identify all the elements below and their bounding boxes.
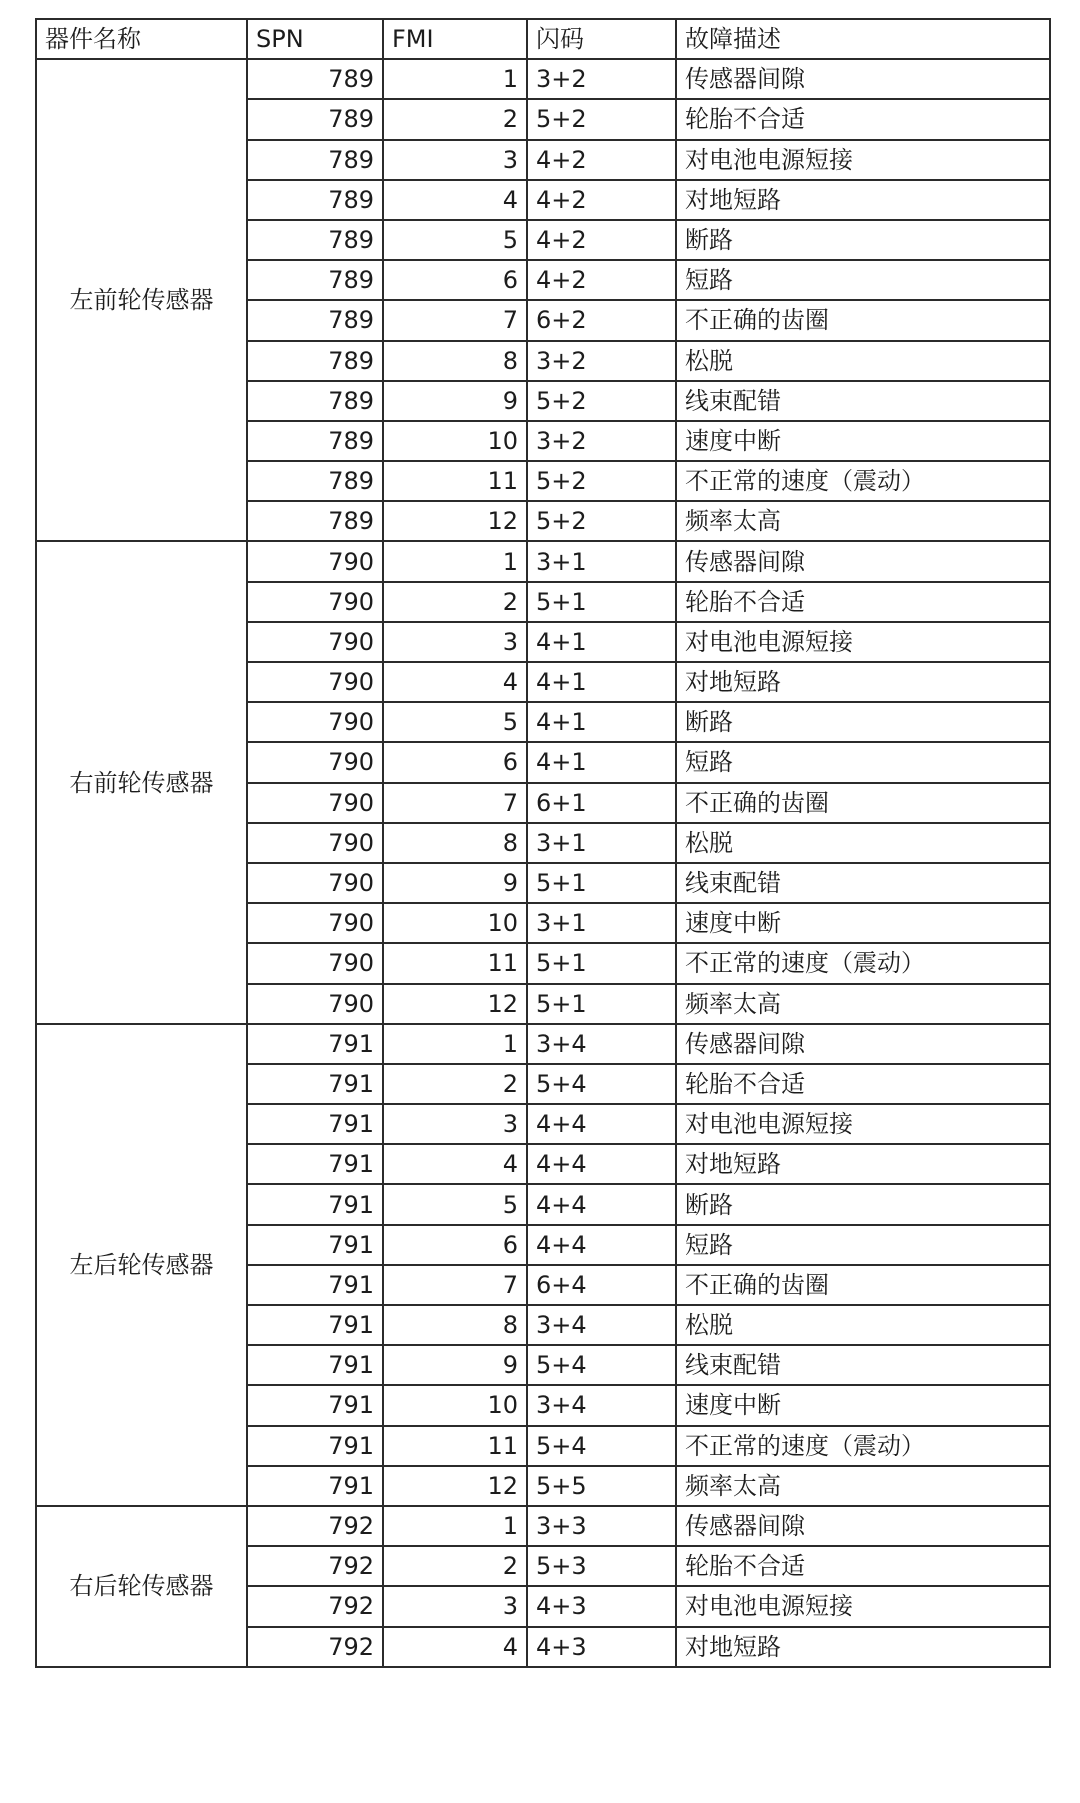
fault-description-cell: 不正常的速度（震动） — [676, 461, 1050, 501]
flash-code-cell: 4+4 — [527, 1184, 676, 1224]
flash-code-cell: 4+1 — [527, 742, 676, 782]
spn-cell: 792 — [247, 1546, 383, 1586]
fmi-cell: 6 — [383, 1225, 527, 1265]
fault-description-cell: 不正确的齿圈 — [676, 783, 1050, 823]
fault-description-cell: 轮胎不合适 — [676, 99, 1050, 139]
fault-description-cell: 对电池电源短接 — [676, 1104, 1050, 1144]
spn-cell: 789 — [247, 461, 383, 501]
fault-description-cell: 传感器间隙 — [676, 541, 1050, 581]
fmi-cell: 1 — [383, 1506, 527, 1546]
spn-cell: 791 — [247, 1024, 383, 1064]
fmi-cell: 2 — [383, 1064, 527, 1104]
fmi-cell: 8 — [383, 341, 527, 381]
flash-code-cell: 5+4 — [527, 1064, 676, 1104]
header-row — [36, 19, 1050, 59]
fault-description-cell: 频率太高 — [676, 984, 1050, 1024]
spn-cell: 789 — [247, 300, 383, 340]
spn-cell: 791 — [247, 1104, 383, 1144]
flash-code-cell: 3+3 — [527, 1506, 676, 1546]
flash-code-cell: 4+2 — [527, 140, 676, 180]
fault-description-cell: 不正常的速度（震动） — [676, 1426, 1050, 1466]
flash-code-cell: 5+2 — [527, 461, 676, 501]
spn-cell: 789 — [247, 501, 383, 541]
flash-code-cell: 5+1 — [527, 863, 676, 903]
fmi-cell: 3 — [383, 1104, 527, 1144]
spn-cell: 790 — [247, 742, 383, 782]
flash-code-cell: 4+4 — [527, 1144, 676, 1184]
fault-description-cell: 对地短路 — [676, 180, 1050, 220]
fault-description-cell: 传感器间隙 — [676, 1024, 1050, 1064]
fmi-cell: 9 — [383, 1345, 527, 1385]
component-name-cell: 左前轮传感器 — [36, 59, 247, 541]
flash-code-cell: 6+2 — [527, 300, 676, 340]
spn-cell: 790 — [247, 943, 383, 983]
fmi-cell: 10 — [383, 1385, 527, 1425]
fmi-cell: 11 — [383, 1426, 527, 1466]
spn-cell: 791 — [247, 1466, 383, 1506]
spn-cell: 790 — [247, 702, 383, 742]
flash-code-cell: 4+1 — [527, 622, 676, 662]
spn-cell: 791 — [247, 1345, 383, 1385]
spn-cell: 789 — [247, 381, 383, 421]
fmi-cell: 12 — [383, 1466, 527, 1506]
spn-cell: 789 — [247, 99, 383, 139]
spn-cell: 790 — [247, 662, 383, 702]
fmi-cell: 12 — [383, 984, 527, 1024]
fault-description-cell: 轮胎不合适 — [676, 1064, 1050, 1104]
fault-description-cell: 短路 — [676, 1225, 1050, 1265]
flash-code-cell: 4+4 — [527, 1225, 676, 1265]
flash-code-cell: 3+4 — [527, 1024, 676, 1064]
fmi-cell: 1 — [383, 541, 527, 581]
fault-description-cell: 不正常的速度（震动） — [676, 943, 1050, 983]
spn-cell: 789 — [247, 59, 383, 99]
spn-cell: 790 — [247, 903, 383, 943]
spn-cell: 789 — [247, 341, 383, 381]
flash-code-cell: 4+3 — [527, 1586, 676, 1626]
flash-code-cell: 3+1 — [527, 541, 676, 581]
fault-description-cell: 对电池电源短接 — [676, 622, 1050, 662]
fault-description-cell: 线束配错 — [676, 863, 1050, 903]
fmi-cell: 4 — [383, 662, 527, 702]
fmi-cell: 9 — [383, 863, 527, 903]
fmi-cell: 3 — [383, 140, 527, 180]
fmi-cell: 10 — [383, 903, 527, 943]
table-row — [36, 1024, 1050, 1064]
fmi-cell: 12 — [383, 501, 527, 541]
fmi-cell: 7 — [383, 1265, 527, 1305]
fault-description-cell: 断路 — [676, 702, 1050, 742]
flash-code-cell: 3+1 — [527, 823, 676, 863]
flash-code-cell: 5+2 — [527, 381, 676, 421]
fault-description-cell: 速度中断 — [676, 421, 1050, 461]
fault-description-cell: 传感器间隙 — [676, 59, 1050, 99]
spn-cell: 789 — [247, 421, 383, 461]
fmi-cell: 11 — [383, 943, 527, 983]
flash-code-cell: 5+4 — [527, 1345, 676, 1385]
fault-description-cell: 不正确的齿圈 — [676, 300, 1050, 340]
component-name-cell: 右后轮传感器 — [36, 1506, 247, 1667]
fmi-cell: 3 — [383, 1586, 527, 1626]
fault-description-cell: 松脱 — [676, 1305, 1050, 1345]
fault-description-cell: 速度中断 — [676, 1385, 1050, 1425]
fmi-cell: 5 — [383, 1184, 527, 1224]
flash-code-cell: 5+4 — [527, 1426, 676, 1466]
component-name-cell: 左后轮传感器 — [36, 1024, 247, 1506]
fault-description-cell: 线束配错 — [676, 381, 1050, 421]
spn-cell: 791 — [247, 1265, 383, 1305]
fmi-cell: 6 — [383, 742, 527, 782]
fmi-cell: 9 — [383, 381, 527, 421]
fmi-cell: 7 — [383, 783, 527, 823]
spn-cell: 792 — [247, 1506, 383, 1546]
fault-description-cell: 断路 — [676, 1184, 1050, 1224]
spn-cell: 789 — [247, 140, 383, 180]
spn-cell: 790 — [247, 823, 383, 863]
spn-cell: 789 — [247, 220, 383, 260]
flash-code-cell: 4+2 — [527, 260, 676, 300]
spn-cell: 789 — [247, 260, 383, 300]
fault-description-cell: 短路 — [676, 260, 1050, 300]
fmi-cell: 5 — [383, 220, 527, 260]
fmi-cell: 11 — [383, 461, 527, 501]
fault-description-cell: 传感器间隙 — [676, 1506, 1050, 1546]
fmi-cell: 1 — [383, 1024, 527, 1064]
fmi-cell: 1 — [383, 59, 527, 99]
flash-code-cell: 4+3 — [527, 1627, 676, 1667]
flash-code-cell: 5+5 — [527, 1466, 676, 1506]
flash-code-cell: 3+1 — [527, 903, 676, 943]
fmi-cell: 7 — [383, 300, 527, 340]
fmi-cell: 6 — [383, 260, 527, 300]
fault-description-cell: 轮胎不合适 — [676, 582, 1050, 622]
flash-code-cell: 4+1 — [527, 702, 676, 742]
table-row — [36, 59, 1050, 99]
fmi-cell: 4 — [383, 180, 527, 220]
table-row — [36, 1506, 1050, 1546]
header-fault-description: 故障描述 — [676, 19, 1050, 59]
fault-code-table — [35, 18, 1051, 1668]
fault-description-cell: 频率太高 — [676, 501, 1050, 541]
flash-code-cell: 3+4 — [527, 1385, 676, 1425]
fmi-cell: 4 — [383, 1627, 527, 1667]
fault-description-cell: 速度中断 — [676, 903, 1050, 943]
flash-code-cell: 3+2 — [527, 421, 676, 461]
fault-description-cell: 断路 — [676, 220, 1050, 260]
fmi-cell: 2 — [383, 582, 527, 622]
fault-description-cell: 频率太高 — [676, 1466, 1050, 1506]
spn-cell: 791 — [247, 1385, 383, 1425]
flash-code-cell: 5+2 — [527, 99, 676, 139]
header-flash-code: 闪码 — [527, 19, 676, 59]
table-body — [36, 59, 1050, 1667]
flash-code-cell: 6+1 — [527, 783, 676, 823]
fault-description-cell: 对地短路 — [676, 662, 1050, 702]
fault-description-cell: 对地短路 — [676, 1627, 1050, 1667]
flash-code-cell: 3+2 — [527, 59, 676, 99]
flash-code-cell: 4+2 — [527, 180, 676, 220]
spn-cell: 790 — [247, 863, 383, 903]
spn-cell: 792 — [247, 1586, 383, 1626]
flash-code-cell: 5+1 — [527, 943, 676, 983]
flash-code-cell: 5+1 — [527, 582, 676, 622]
spn-cell: 790 — [247, 984, 383, 1024]
fault-description-cell: 轮胎不合适 — [676, 1546, 1050, 1586]
fmi-cell: 8 — [383, 1305, 527, 1345]
spn-cell: 791 — [247, 1426, 383, 1466]
spn-cell: 791 — [247, 1064, 383, 1104]
fault-description-cell: 对地短路 — [676, 1144, 1050, 1184]
fault-description-cell: 松脱 — [676, 823, 1050, 863]
fmi-cell: 8 — [383, 823, 527, 863]
fmi-cell: 5 — [383, 702, 527, 742]
spn-cell: 791 — [247, 1225, 383, 1265]
spn-cell: 790 — [247, 582, 383, 622]
spn-cell: 790 — [247, 783, 383, 823]
spn-cell: 790 — [247, 622, 383, 662]
flash-code-cell: 5+2 — [527, 501, 676, 541]
fmi-cell: 2 — [383, 1546, 527, 1586]
fault-description-cell: 对电池电源短接 — [676, 1586, 1050, 1626]
table-row — [36, 541, 1050, 581]
header-fmi: FMI — [383, 19, 527, 59]
flash-code-cell: 5+3 — [527, 1546, 676, 1586]
header-spn: SPN — [247, 19, 383, 59]
fault-description-cell: 短路 — [676, 742, 1050, 782]
flash-code-cell: 3+4 — [527, 1305, 676, 1345]
header-component-name: 器件名称 — [36, 19, 247, 59]
flash-code-cell: 6+4 — [527, 1265, 676, 1305]
flash-code-cell: 4+4 — [527, 1104, 676, 1144]
fmi-cell: 3 — [383, 622, 527, 662]
flash-code-cell: 4+1 — [527, 662, 676, 702]
spn-cell: 791 — [247, 1184, 383, 1224]
flash-code-cell: 5+1 — [527, 984, 676, 1024]
spn-cell: 791 — [247, 1144, 383, 1184]
component-name-cell: 右前轮传感器 — [36, 541, 247, 1023]
spn-cell: 790 — [247, 541, 383, 581]
flash-code-cell: 3+2 — [527, 341, 676, 381]
fmi-cell: 10 — [383, 421, 527, 461]
fmi-cell: 4 — [383, 1144, 527, 1184]
fmi-cell: 2 — [383, 99, 527, 139]
flash-code-cell: 4+2 — [527, 220, 676, 260]
spn-cell: 789 — [247, 180, 383, 220]
spn-cell: 792 — [247, 1627, 383, 1667]
fault-description-cell: 不正确的齿圈 — [676, 1265, 1050, 1305]
spn-cell: 791 — [247, 1305, 383, 1345]
fault-description-cell: 对电池电源短接 — [676, 140, 1050, 180]
fault-description-cell: 松脱 — [676, 341, 1050, 381]
fault-description-cell: 线束配错 — [676, 1345, 1050, 1385]
